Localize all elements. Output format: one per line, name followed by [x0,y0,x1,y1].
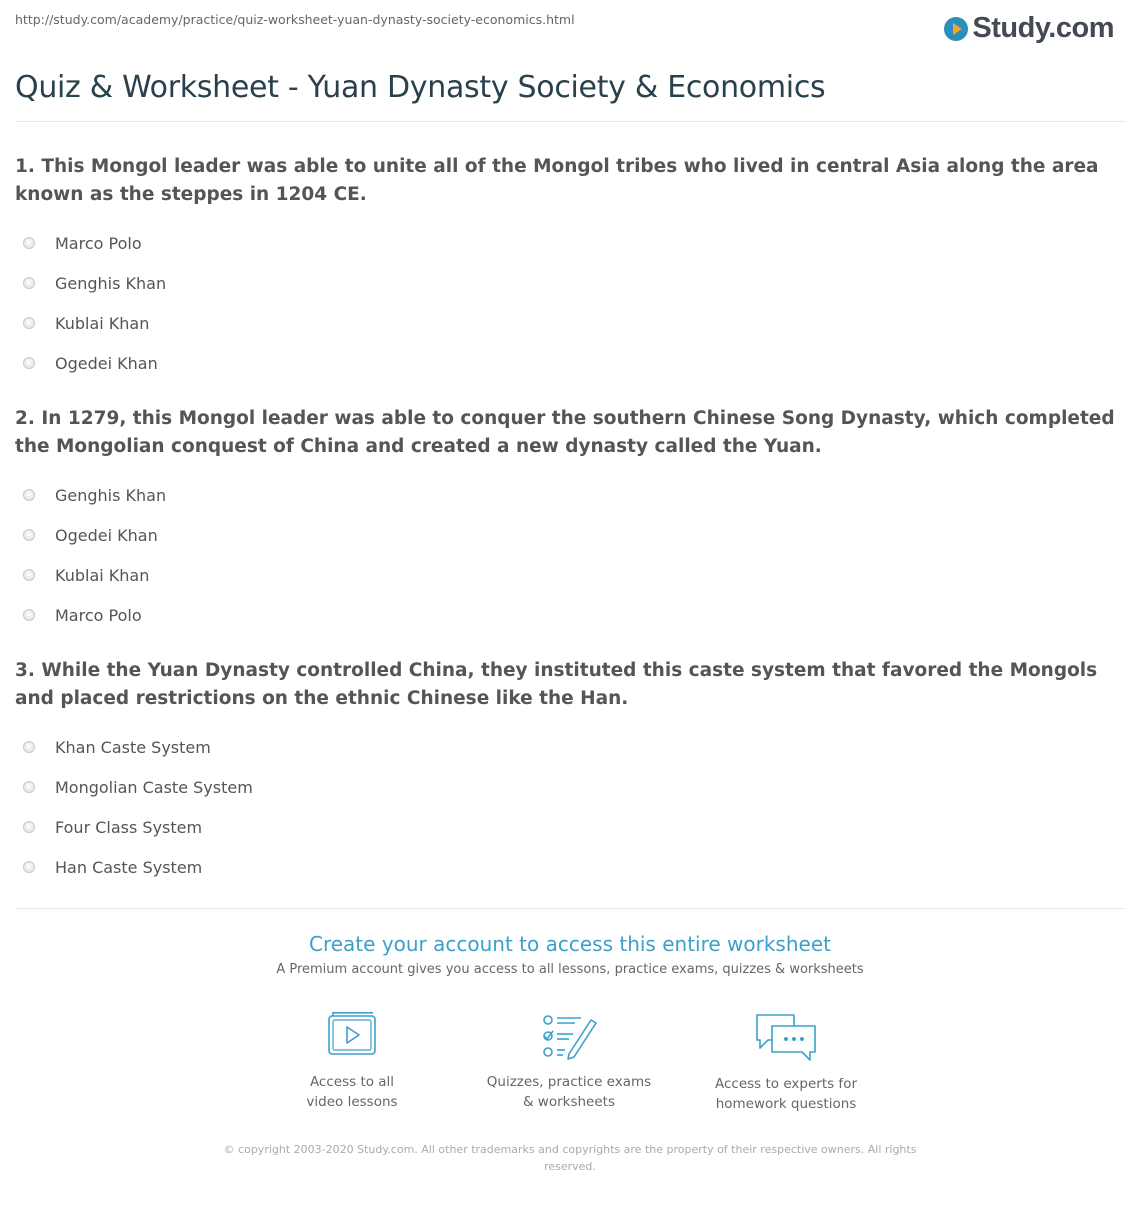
answer-label: Khan Caste System [55,737,211,757]
answer-option[interactable] [15,595,1125,635]
page-title: Quiz & Worksheet - Yuan Dynasty Society & Economics [15,70,826,105]
radio-button[interactable] [23,821,35,833]
answer-option[interactable] [15,343,1125,383]
promo-subtitle: A Premium account gives you access to all lessons, practice exams, quizzes & worksheets [276,962,864,977]
radio-button[interactable] [23,277,35,289]
feature-experts [676,1012,896,1114]
answer-label: Marco Polo [55,233,142,253]
question-text: 2. In 1279, this Mongol leader was able to conquer the southern Chinese Song Dynasty, which completed the Mongolian conquest of China and created a new dynasty called the Yuan. [15,408,1115,457]
radio-button[interactable] [23,861,35,873]
feature-label: Quizzes, practice exams & worksheets [486,1074,652,1110]
radio-button[interactable] [23,237,35,249]
video-lesson-icon [325,1012,379,1060]
feature-label: Access to experts for homework questions [714,1076,857,1112]
logo-text: Study.com [972,12,1114,44]
create-account-link[interactable]: Create your account to access this entire worksheet [309,932,831,956]
answer-option[interactable] [15,727,1125,767]
chat-bubbles-icon [754,1012,818,1062]
answer-option[interactable] [15,303,1125,343]
answer-option[interactable] [15,767,1125,807]
answer-option[interactable] [15,263,1125,303]
answer-option[interactable] [15,807,1125,847]
feature-quizzes [459,1012,679,1112]
question-2 [15,405,1125,635]
feature-label: Access to all video lessons [306,1074,398,1110]
answer-label: Mongolian Caste System [55,777,253,797]
radio-button[interactable] [23,741,35,753]
answer-option[interactable] [15,223,1125,263]
answer-list [15,223,1125,383]
study-logo[interactable] [944,12,1114,45]
question-text: 1. This Mongol leader was able to unite all of the Mongol tribes who lived in central Asia along the area known as the steppes in 1204 CE. [15,156,1099,205]
quiz-checklist-icon [541,1012,597,1060]
answer-label: Ogedei Khan [55,353,158,373]
question-1 [15,153,1125,383]
answer-list [15,727,1125,887]
radio-button[interactable] [23,357,35,369]
top-bar [15,12,1125,42]
answer-label: Ogedei Khan [55,525,158,545]
answer-label: Four Class System [55,817,203,837]
radio-button[interactable] [23,529,35,541]
premium-promo [15,930,1125,977]
question-3 [15,657,1125,887]
copyright-footer: © copyright 2003-2020 Study.com. All other trademarks and copyrights are the property of their respective owners. All rights reserved. [223,1143,917,1173]
page-url: http://study.com/academy/practice/quiz-worksheet-yuan-dynasty-society-economics.html [15,12,575,27]
play-circle-icon [944,17,968,41]
answer-option[interactable] [15,847,1125,887]
answer-option[interactable] [15,555,1125,595]
radio-button[interactable] [23,781,35,793]
radio-button[interactable] [23,569,35,581]
answer-label: Han Caste System [55,857,203,877]
radio-button[interactable] [23,609,35,621]
answer-label: Marco Polo [55,605,142,625]
answer-label: Kublai Khan [55,565,150,585]
answer-label: Genghis Khan [55,273,167,293]
answer-label: Genghis Khan [55,485,167,505]
radio-button[interactable] [23,489,35,501]
feature-video-lessons [242,1012,462,1112]
radio-button[interactable] [23,317,35,329]
title-divider [15,121,1125,122]
answer-label: Kublai Khan [55,313,150,333]
answer-list [15,475,1125,635]
section-divider [15,908,1125,909]
answer-option[interactable] [15,515,1125,555]
question-text: 3. While the Yuan Dynasty controlled China, they instituted this caste system that favored the Mongols and placed restrictions on the ethnic Chinese like the Han. [15,660,1098,709]
answer-option[interactable] [15,475,1125,515]
